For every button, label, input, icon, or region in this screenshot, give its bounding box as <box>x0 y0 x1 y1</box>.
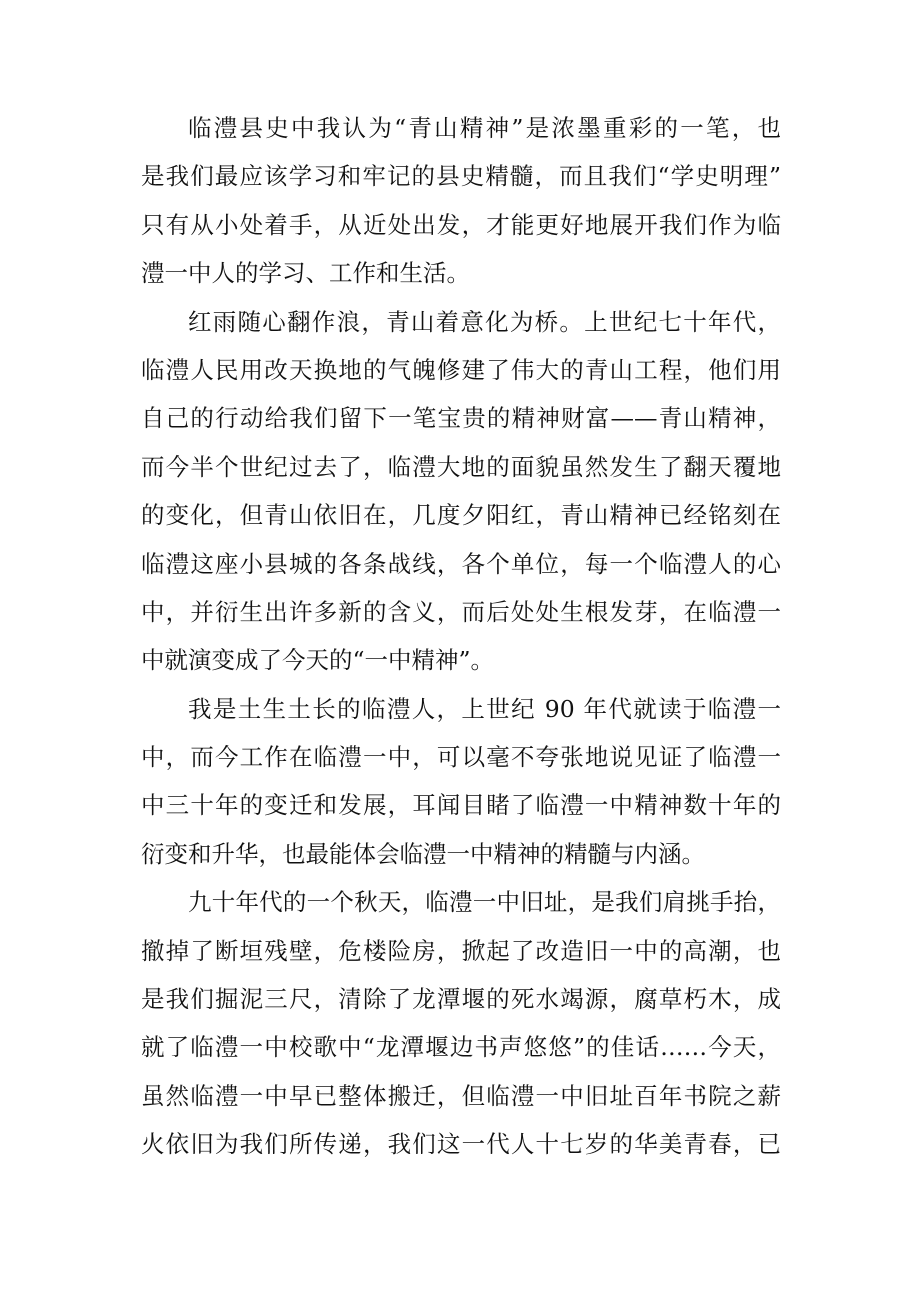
text-line: 虽然临澧一中早已整体搬迁，但临澧一中旧址百年书院之薪 <box>141 1081 781 1110</box>
text-line: 而今半个世纪过去了，临澧大地的面貌虽然发生了翻天覆地 <box>141 452 781 481</box>
text-line: 临澧县史中我认为“青山精神”是浓墨重彩的一笔，也 <box>188 114 781 142</box>
text-line: 中，而今工作在临澧一中，可以毫不夸张地说见证了临澧一 <box>141 743 781 772</box>
text-line: 是我们掘泥三尺，清除了龙潭堰的死水竭源，腐草朽木，成 <box>141 985 781 1014</box>
paragraph-4 <box>141 878 781 1168</box>
text-line: 只有从小处着手，从近处出发，才能更好地展开我们作为临 <box>141 210 781 239</box>
text-line: 中就演变成了今天的“一中精神”。 <box>141 646 495 675</box>
text-line: 撤掉了断垣残壁，危楼险房，掀起了改造旧一中的高潮，也 <box>141 936 781 965</box>
text-line: 临澧人民用改天换地的气魄修建了伟大的青山工程，他们用 <box>141 355 781 384</box>
text-line: 衍变和升华，也最能体会临澧一中精神的精髓与内涵。 <box>141 839 705 868</box>
document-body <box>141 104 781 1169</box>
text-line: 的变化，但青山依旧在，几度夕阳红，青山精神已经铭刻在 <box>141 501 781 530</box>
text-line: 自己的行动给我们留下一笔宝贵的精神财富——青山精神， <box>141 404 781 433</box>
text-line: 澧一中人的学习、工作和生活。 <box>141 259 470 288</box>
text-line: 中，并衍生出许多新的含义，而后处处生根发芽，在临澧一 <box>141 597 781 626</box>
text-line: 是我们最应该学习和牢记的县史精髓，而且我们“学史明理” <box>141 162 781 191</box>
text-line: 临澧这座小县城的各条战线，各个单位，每一个临澧人的心 <box>141 549 781 578</box>
paragraph-3 <box>141 685 781 879</box>
text-line: 中三十年的变迁和发展，耳闻目睹了临澧一中精神数十年的 <box>141 791 781 820</box>
text-line: 九十年代的一个秋天，临澧一中旧址，是我们肩挑手抬， <box>188 888 781 917</box>
text-line: 红雨随心翻作浪，青山着意化为桥。上世纪七十年代， <box>188 307 781 336</box>
text-line: 火依旧为我们所传递，我们这一代人十七岁的华美青春，已 <box>141 1130 781 1159</box>
text-line: 就了临澧一中校歌中“龙潭堰边书声悠悠”的佳话……今天， <box>141 1033 781 1062</box>
text-line: 我是土生土长的临澧人，上世纪 90 年代就读于临澧一 <box>188 694 781 723</box>
paragraph-2 <box>141 298 781 685</box>
paragraph-1 <box>141 104 781 298</box>
